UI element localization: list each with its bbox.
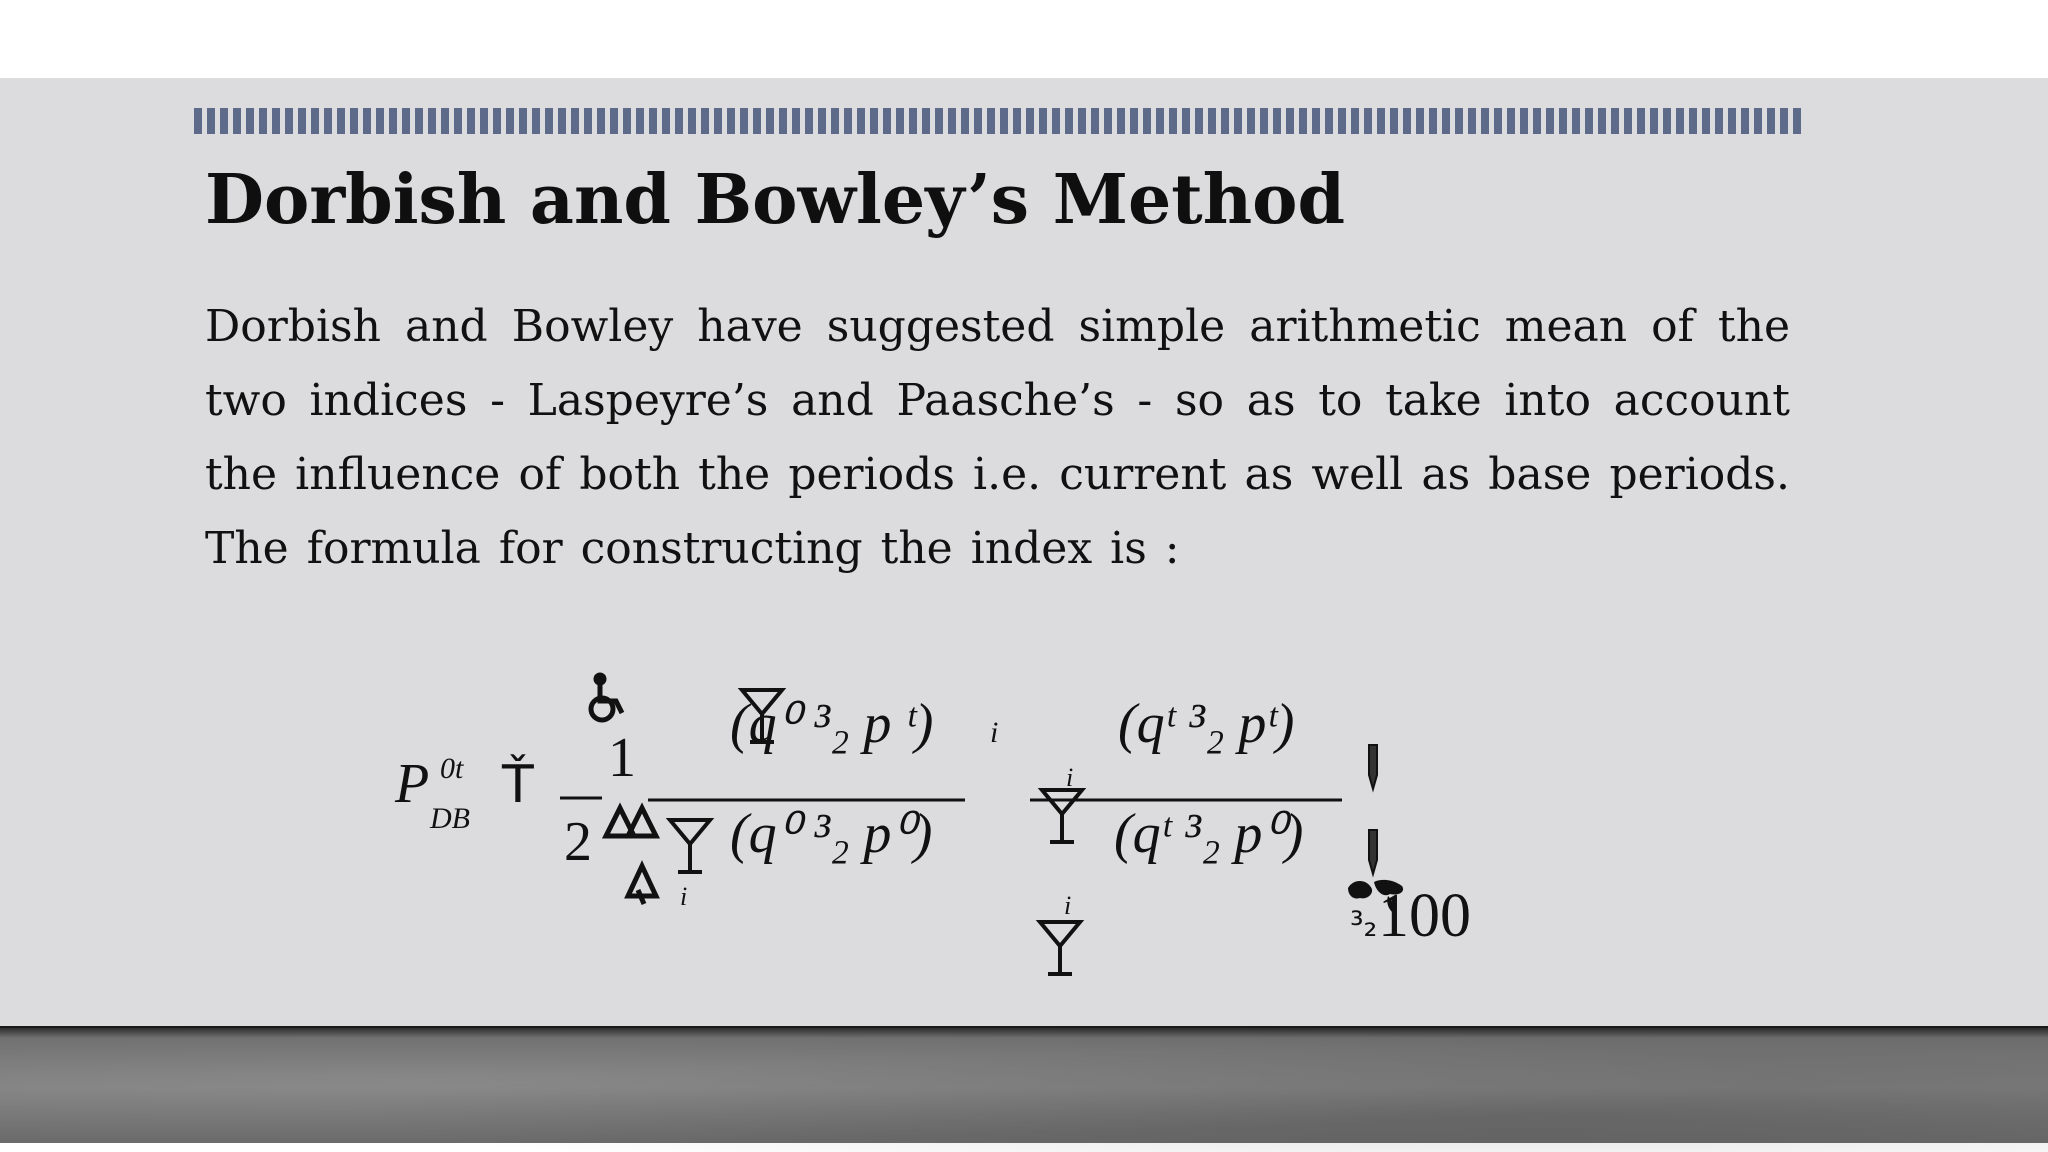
formula-multiplier: 100: [1378, 882, 1471, 950]
formula-lhs-subscript: DB: [430, 802, 470, 835]
formula-index-letter: i: [990, 716, 999, 749]
formula-fraction2-denominator: (qᵗ ³₂ p⁰): [1114, 803, 1304, 865]
pen-nib-icon: [1369, 830, 1377, 874]
cocktail-glass-icon: [1040, 922, 1080, 974]
recycle-icon: [606, 808, 656, 836]
recycle-icon: [628, 866, 656, 904]
formula-half-numerator: 1: [608, 727, 636, 789]
pen-nib-icon: [1369, 745, 1377, 789]
formula-fraction1-numerator: (q⁰ ³₂ p ᵗ): [730, 693, 934, 755]
cocktail-glass-icon: [1042, 790, 1082, 842]
slide-title: Dorbish and Bowley’s Method: [205, 160, 1346, 240]
formula-index-letter: i: [680, 882, 688, 911]
formula-lhs-superscript: 0t: [440, 752, 464, 785]
slide-body-text: Dorbish and Bowley have suggested simple arithmetic mean of the two indices - Laspeyre’s and Paasche’s - so as to take into account the influence of both the periods i.e. current as well as base periods. The formula for constructing the index is :: [205, 301, 1790, 574]
index-formula: [380, 660, 1520, 1000]
formula-index-letter: i: [1064, 891, 1072, 920]
formula-equals-glyph: Ť: [502, 755, 534, 815]
formula-index-letter: i: [1066, 763, 1074, 792]
decorative-stripe-bar: [194, 108, 1804, 134]
wheelchair-icon: [591, 675, 622, 720]
formula-fraction1-denominator: (q⁰ ³₂ p⁰): [730, 803, 933, 865]
formula-half-denominator: 2: [564, 811, 592, 873]
concrete-floor-background: [0, 1028, 2048, 1152]
formula-tail-fraction: ³₂: [1350, 905, 1378, 945]
top-margin: [0, 0, 2048, 78]
cocktail-glass-icon: [670, 820, 710, 872]
formula-fraction2-numerator: (qᵗ ³₂ pᵗ): [1118, 693, 1295, 755]
formula-lhs-symbol: P: [395, 753, 430, 815]
